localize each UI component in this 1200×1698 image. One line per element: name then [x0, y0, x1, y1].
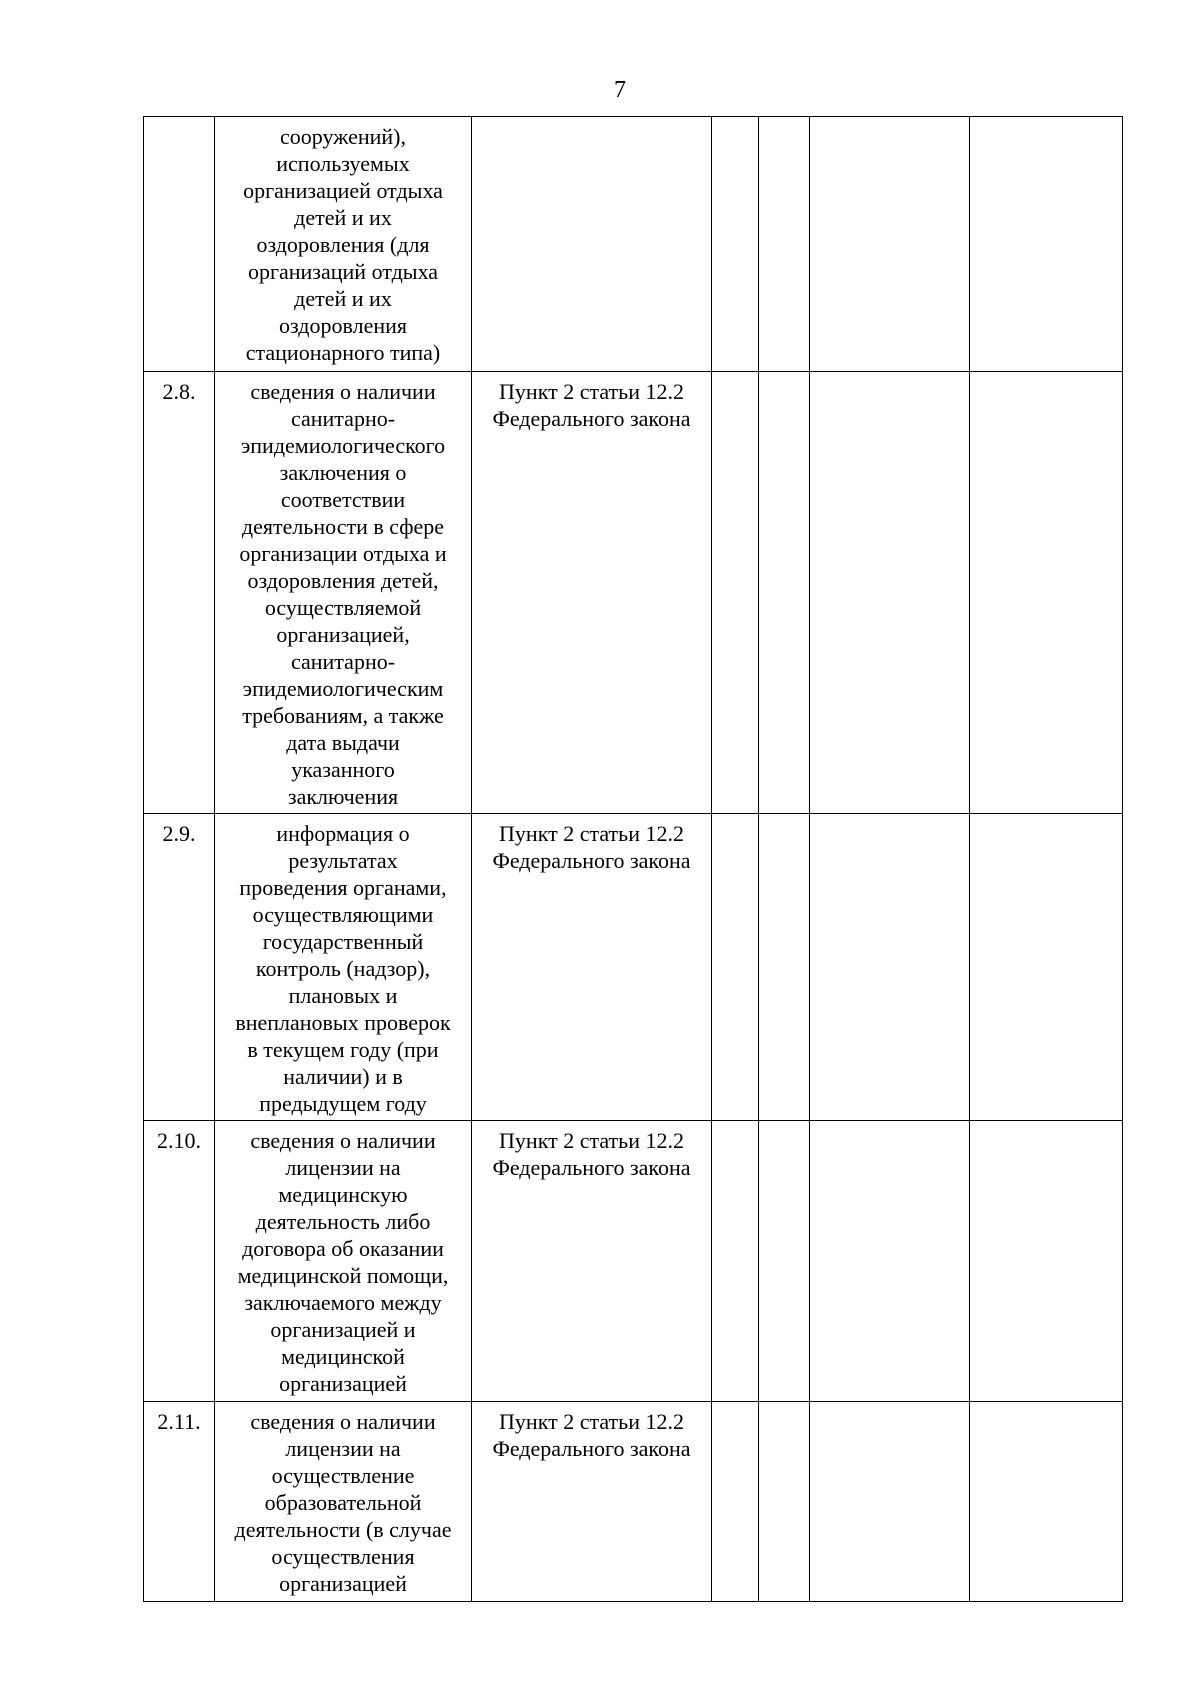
empty-cell	[712, 1121, 759, 1402]
legal-basis-cell: Пункт 2 статьи 12.2 Федерального закона	[472, 1121, 712, 1402]
empty-cell	[712, 1402, 759, 1602]
legal-basis-cell: Пункт 2 статьи 12.2 Федерального закона	[472, 372, 712, 814]
empty-cell	[759, 814, 810, 1121]
row-number-cell: 2.11.	[144, 1402, 215, 1602]
empty-cell	[970, 1121, 1123, 1402]
table-row	[144, 1121, 1123, 1402]
legal-basis-cell: Пункт 2 статьи 12.2 Федерального закона	[472, 1402, 712, 1602]
item-description-cell: сведения о наличии лицензии на медицинскую деятельность либо договора об оказании медицинской помощи, заключаемого между организацией и медицинской организацией	[215, 1121, 472, 1402]
row-number-cell: 2.10.	[144, 1121, 215, 1402]
empty-cell	[759, 1402, 810, 1602]
table-row	[144, 814, 1123, 1121]
empty-cell	[759, 117, 810, 372]
empty-cell	[712, 372, 759, 814]
empty-cell	[810, 372, 970, 814]
item-description-cell: информация о результатах проведения органами, осуществляющими государственный контроль (надзор), плановых и внеплановых проверок в текущем году (при наличии) и в предыдущем году	[215, 814, 472, 1121]
page-number: 7	[614, 77, 626, 103]
item-description-cell: сооружений), используемых организацией отдыха детей и их оздоровления (для организаций отдыха детей и их оздоровления стационарного типа)	[215, 117, 472, 372]
empty-cell	[712, 814, 759, 1121]
empty-cell	[970, 117, 1123, 372]
requirements-table	[143, 116, 1123, 1602]
empty-cell	[810, 1402, 970, 1602]
empty-cell	[759, 1121, 810, 1402]
empty-cell	[810, 814, 970, 1121]
table-row	[144, 372, 1123, 814]
empty-cell	[970, 814, 1123, 1121]
item-description-cell: сведения о наличии санитарно- эпидемиологического заключения о соответствии деятельности в сфере организации отдыха и оздоровления детей, осуществляемой организацией, санитарно- эпидемиологическим требованиям, а также дата выдачи указанного заключения	[215, 372, 472, 814]
row-number-cell: 2.8.	[144, 372, 215, 814]
empty-cell	[759, 372, 810, 814]
empty-cell	[712, 117, 759, 372]
legal-basis-cell: Пункт 2 статьи 12.2 Федерального закона	[472, 814, 712, 1121]
item-description-cell: сведения о наличии лицензии на осуществление образовательной деятельности (в случае осуществления организацией	[215, 1402, 472, 1602]
table-row	[144, 117, 1123, 372]
row-number-cell: 2.9.	[144, 814, 215, 1121]
empty-cell	[810, 117, 970, 372]
empty-cell	[970, 1402, 1123, 1602]
empty-cell	[970, 372, 1123, 814]
table-row	[144, 1402, 1123, 1602]
row-number-cell	[144, 117, 215, 372]
empty-cell	[810, 1121, 970, 1402]
legal-basis-cell	[472, 117, 712, 372]
